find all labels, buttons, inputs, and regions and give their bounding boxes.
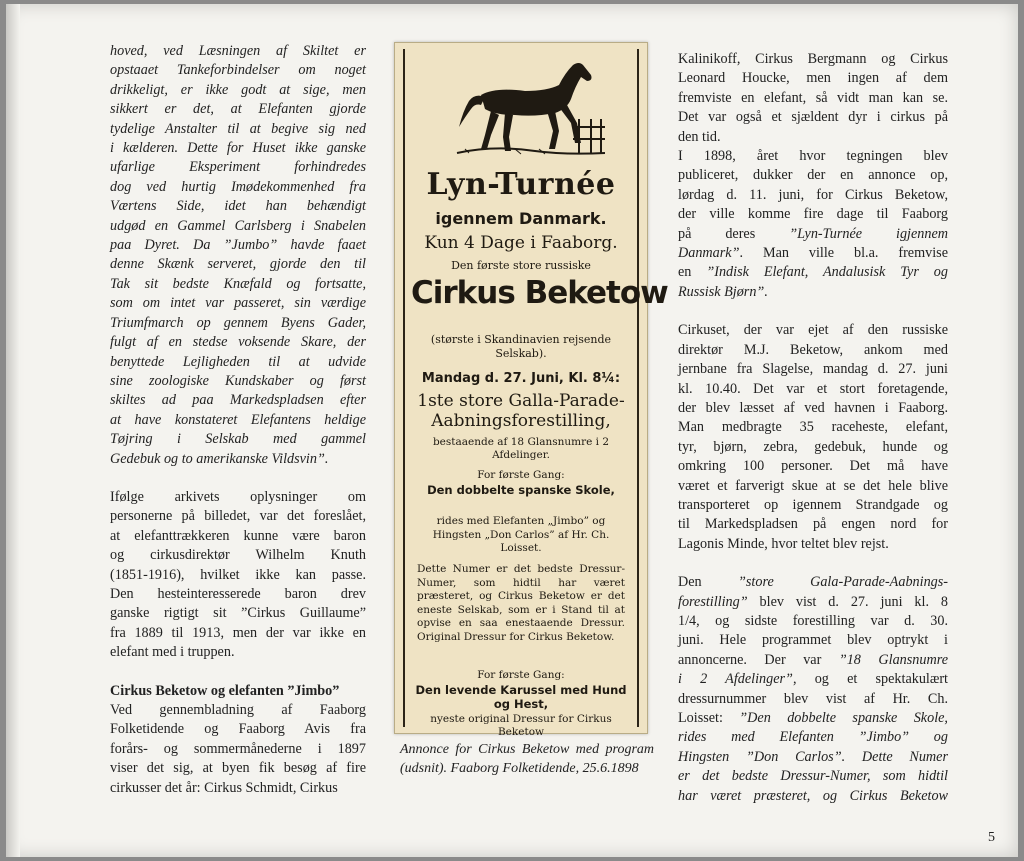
right-p2-line: der ville komme fire dage til Faaborg — [678, 206, 948, 223]
quote-line: benyttede Lejligheden til at udvide — [110, 353, 366, 370]
right-paragraph-4 — [678, 573, 948, 806]
right-p1-line: den tid. — [678, 128, 721, 145]
advert-gala-line1: 1ste store Galla-Parade- — [417, 391, 625, 411]
right-p3-line: kl. 10.40. Det var et stort foretagende, — [678, 380, 948, 397]
right-p4-line: Den ”store Gala-Parade-Aabnings- — [678, 574, 949, 591]
right-p2-line: Danmark”. Man ville bl.a. fremvise — [678, 245, 948, 262]
right-p3-line: der blev læsset af ved havnen i Faaborg. — [678, 399, 948, 416]
horse-illustration-icon — [455, 57, 605, 157]
circus-advertisement — [394, 42, 668, 738]
quote-line: udgød en Gammel Carlsberg i Snabelen — [110, 217, 366, 234]
advert-caption: Annonce for Cirkus Beketow med program (udsnit). Faaborg Folketidende, 25.6.1898 — [400, 742, 654, 776]
right-p4-line: juni. Hele programmet blev optrykt i — [678, 632, 948, 649]
quote-line: denne Skænk serveret, gjorde den til — [110, 256, 366, 273]
quote-line: som om intet var passeret, sin værdige — [110, 295, 366, 312]
right-p1-line: Kalinikoff, Cirkus Bergmann og Cirkus — [678, 51, 948, 67]
right-p4-line: har været præsteret, og Cirkus Beketow — [678, 787, 948, 804]
right-p3-line: Lagonis Minde, hvor teltet blev rejst. — [678, 535, 889, 552]
quote-line: dog ved hurtig Imødekommenhed fra — [110, 178, 366, 195]
advert-description: Dette Numer er det bedste Dressur-Numer, som hidtil har været præsteret, og Cirkus Beketow er det eneste Selskab, som er i Stand til at opvise en saa enestaaende Dressur. Original Dressur for Cirkus Beketow. — [417, 563, 625, 643]
advert-circus-name: Cirkus Beketow — [411, 275, 668, 311]
book-gutter — [6, 4, 20, 857]
section-heading: Cirkus Beketow og elefanten ”Jimbo” — [110, 682, 340, 699]
quote-line: Tak sit bedste Knæfald og fortsatte, — [110, 275, 366, 292]
right-p4-line: dressurnummer blev vist af Hr. Ch. — [678, 690, 948, 707]
advert-first-time-2: For første Gang: — [477, 669, 565, 681]
right-paragraph-2 — [678, 147, 948, 302]
quote-line: tydelige Anstalter til at begive sig ned — [110, 120, 366, 137]
archive-line: elefant med i truppen. — [110, 644, 235, 661]
right-p2-line: på deres ”Lyn-Turnée igjennem — [678, 225, 949, 242]
research-line: cirkusser det år: Cirkus Schmidt, Cirkus — [110, 779, 338, 796]
right-p4-line: rides med Elefanten ”Jimbo” og — [678, 729, 948, 746]
right-p4-line: annoncerne. Der var ”18 Glansnumre — [678, 651, 949, 668]
right-p4-line: Loisset: ”Den dobbelte spanske Skole, — [678, 710, 948, 726]
quote-line: Triumfmarch op gennem Byens Gader, — [110, 314, 366, 331]
research-line: forårs- og sommermånederne i 1897 — [110, 740, 366, 757]
archive-line: Den hesteinteresserede baron drev — [110, 585, 366, 602]
right-p4-line: 1/4, og sidste forestilling var d. 30. — [678, 612, 948, 629]
quote-line: Gedebuk og to amerikanske Vildsvin”. — [110, 450, 329, 467]
advert-frame — [403, 49, 668, 738]
right-p4-line: er det bedste Dressur-Numer, som hidtil — [678, 768, 948, 785]
research-line: viser det sig, at byen fik besøg af fire — [110, 760, 366, 777]
advert-rides: rides med Elefanten „Jimbo” og Hingsten „Don Carlos” af Hr. Ch. Loisset. — [432, 515, 610, 554]
quote-line: drikkeligt, er ikke godt at sige, men — [110, 81, 366, 98]
right-column — [678, 50, 948, 806]
quote-line: sine zoologiske Kundskaber og først — [110, 372, 366, 389]
right-p3-line: tyr, bjørn, zebra, gedebuk, hunde og — [678, 438, 948, 455]
advert-carousel: Den levende Karussel med Hund og Hest, — [415, 683, 627, 711]
right-p4-line: i 2 Afdelinger”, og et spektakulært — [678, 671, 949, 688]
right-paragraph-1 — [678, 50, 948, 147]
quote-line: Tøjring i Selskab med gammel — [110, 431, 366, 448]
archive-line: ganske rigtigt sit ”Cirkus Guillaume” — [110, 605, 366, 622]
advert-spanish-school: Den dobbelte spanske Skole, — [427, 483, 615, 497]
right-p3-line: Cirkuset, der var ejet af den russiske — [678, 322, 948, 339]
advert-title: Lyn-Turnée — [426, 167, 616, 202]
quote-line: at have konstateret Elefantens heldige — [110, 411, 366, 428]
right-p1-line: Det var også et sjældent dyr i cirkus på — [678, 109, 948, 126]
right-p2-line: I 1898, året hvor tegningen blev — [678, 148, 948, 165]
right-p4-line: Hingsten ”Don Carlos”. Dette Numer — [678, 748, 948, 765]
right-p4-line: forestilling” blev vist d. 27. juni kl. 8 — [678, 593, 948, 610]
right-p3-line: til Markedspladsen på engen nord for — [678, 516, 948, 533]
archive-line: at elefanttrækkeren kunne være baron — [110, 527, 366, 544]
right-p3-line: omkring 100 personer. Det må have — [678, 458, 948, 475]
research-line: Ved gennembladning af Faaborg — [110, 702, 366, 718]
quote-line: paa Dyret. Da ”Jumbo” havde faaet — [110, 237, 366, 254]
advert-intro: Den første store russiske — [451, 259, 591, 272]
right-paragraph-3 — [678, 321, 948, 554]
quote-line: sikkert er det, at Elefanten gjorde — [110, 101, 366, 118]
advert-subtitle: igennem Danmark. — [435, 209, 607, 228]
quote-line: skiltes ad paa Markedspladsen efter — [110, 392, 366, 409]
right-p3-line: jernbane fra Slagelse, mandag d. 27. juni — [678, 361, 948, 378]
archive-line: og cirkusdirektør Wilhelm Knuth — [110, 547, 366, 564]
right-p2-line: publiceret, dukker der en annonce op, — [678, 167, 948, 184]
advert-newest: nyeste original Dressur for Cirkus Beketow — [430, 713, 612, 738]
right-p1-line: fremviste en elefant, så vidt man kan se. — [678, 89, 948, 106]
quote-line: fulgt af en stedse voksende Skare, der — [110, 334, 366, 351]
quote-line: i kælderen. Dette for Huset ikke ganske — [110, 140, 366, 157]
advert-first-time-1: For første Gang: — [477, 469, 565, 481]
right-p3-line: været et farverigt skue at se det hele blive — [678, 477, 948, 494]
quote-line: hoved, ved Læsningen af Skiltet er — [110, 43, 366, 59]
right-p2-line: lørdag d. 11. juni, for Cirkus Beketow, — [678, 186, 948, 203]
advert-date: Mandag d. 27. Juni, Kl. 8¼: — [421, 371, 621, 386]
quote-line: opstaaet Tankeforbindelser om noget — [110, 62, 366, 79]
right-p3-line: direktør M.J. Beketow, ankom med — [678, 341, 948, 358]
advert-days: Kun 4 Dage i Faaborg. — [424, 233, 618, 253]
archive-line: fra 1889 til 1913, men der var ikke en — [110, 624, 366, 641]
archive-line: Ifølge arkivets oplysninger om — [110, 488, 366, 505]
research-paragraph — [110, 701, 366, 798]
quote-paragraph — [110, 42, 366, 469]
left-column — [110, 42, 366, 798]
archive-line: (1851-1916), hvilket ikke kan passe. — [110, 566, 366, 583]
right-p2-line: Russisk Bjørn”. — [678, 283, 768, 300]
right-p2-line: en ”Indisk Elefant, Andalusisk Tyr og — [678, 264, 948, 281]
right-p3-line: Man medbragte 35 raceheste, elefant, — [678, 419, 948, 436]
right-p1-line: Leonard Houcke, men ingen af dem — [678, 70, 948, 87]
advert-gala-line2: Aabningsforestilling, — [431, 411, 611, 431]
page-number: 5 — [988, 830, 995, 845]
quote-line: ufarlige Eksperiment forhindredes — [110, 159, 366, 176]
right-p3-line: transporteret op igennem Strandgade og — [678, 496, 948, 513]
advert-consisting: bestaaende af 18 Glansnumre i 2 Afdelinger. — [432, 436, 610, 461]
archive-line: personerne på billedet, var det foreslået, — [110, 508, 366, 525]
research-line: Folketidende og Faaborg Avis fra — [110, 721, 366, 738]
archive-paragraph — [110, 488, 366, 663]
quote-line: Værtens Side, idet han behændigt — [110, 198, 366, 215]
advert-parenthetical: (største i Skandinavien rejsende Selskab). — [430, 333, 612, 360]
